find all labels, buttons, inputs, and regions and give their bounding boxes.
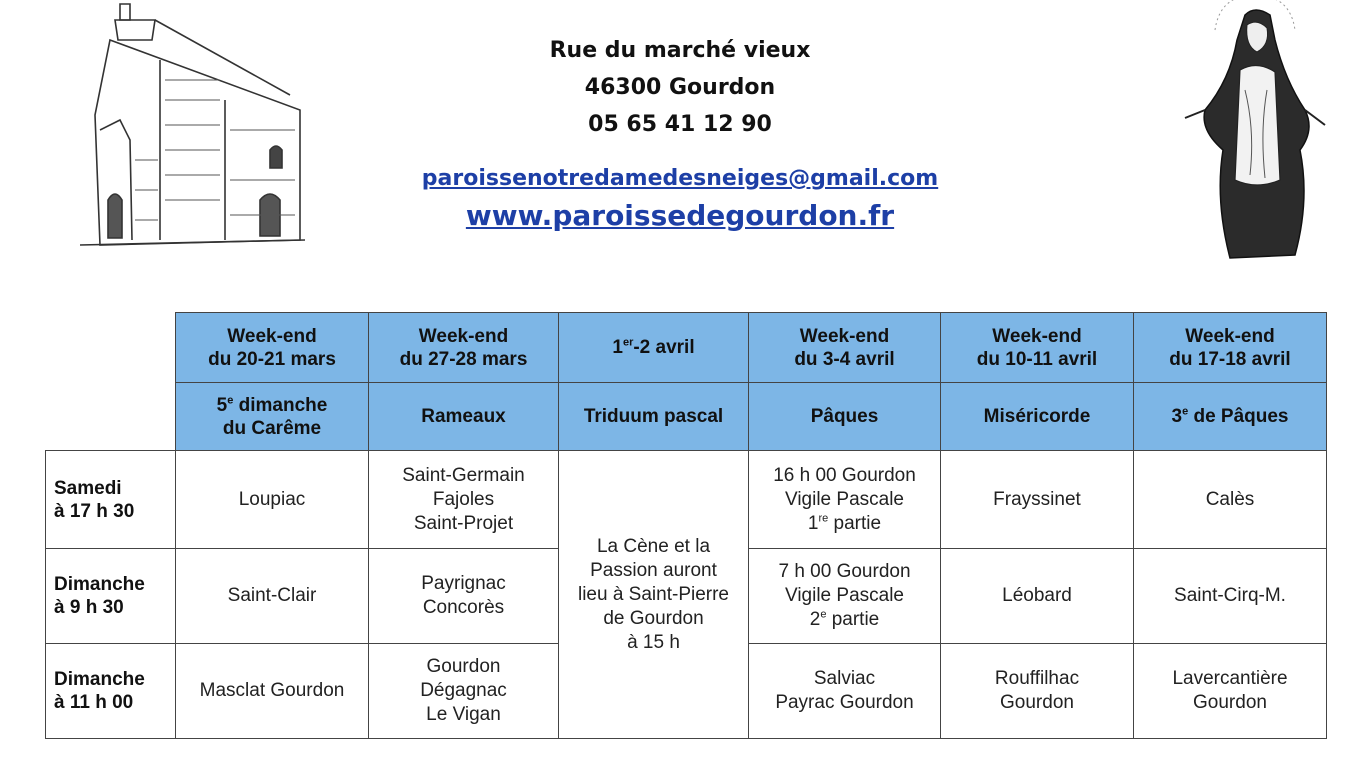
- mass-schedule-table: [45, 312, 1327, 739]
- header-feast-1: 5e dimanche du Carême: [176, 383, 369, 451]
- header-feast-2: Rameaux: [369, 383, 559, 451]
- header-dates-6: Week-end du 17-18 avril: [1134, 313, 1327, 383]
- madonna-illustration: [1175, 0, 1335, 265]
- cell-r1c4: 16 h 00 Gourdon Vigile Pascale 1re partie: [749, 451, 941, 549]
- table-row: [46, 451, 1327, 549]
- email-link[interactable]: paroissenotredamedesneiges@gmail.com: [421, 166, 939, 191]
- header-dates-3: 1er-2 avril: [559, 313, 749, 383]
- cell-r2c2: Payrignac Concorès: [369, 549, 559, 644]
- cell-r2c1: Saint-Clair: [176, 549, 369, 644]
- cell-r2c4: 7 h 00 Gourdon Vigile Pascale 2e partie: [749, 549, 941, 644]
- cell-triduum: La Cène et la Passion auront lieu à Saint-Pierre de Gourdon à 15 h: [559, 451, 749, 739]
- header-feast-3: Triduum pascal: [559, 383, 749, 451]
- cell-r1c5: Frayssinet: [941, 451, 1134, 549]
- row-label-dimanche-1100: Dimanche à 11 h 00: [46, 644, 176, 739]
- cell-r3c4: Salviac Payrac Gourdon: [749, 644, 941, 739]
- cell-r1c6: Calès: [1134, 451, 1327, 549]
- header-feast-6: 3e de Pâques: [1134, 383, 1327, 451]
- contact-block: [380, 32, 980, 237]
- header-dates-1: Week-end du 20-21 mars: [176, 313, 369, 383]
- corner-cell-2: [46, 383, 176, 451]
- header-dates-4: Week-end du 3-4 avril: [749, 313, 941, 383]
- parish-header: [0, 0, 1360, 270]
- header-feast-5: Miséricorde: [941, 383, 1134, 451]
- cell-r1c2: Saint-Germain Fajoles Saint-Projet: [369, 451, 559, 549]
- website-link[interactable]: www.paroissedegourdon.fr: [465, 199, 895, 232]
- cell-r3c2: Gourdon Dégagnac Le Vigan: [369, 644, 559, 739]
- church-illustration: [60, 0, 310, 255]
- row-label-dimanche-930: Dimanche à 9 h 30: [46, 549, 176, 644]
- cell-r3c5: Rouffilhac Gourdon: [941, 644, 1134, 739]
- corner-cell: [46, 313, 176, 383]
- address-street: Rue du marché vieux: [549, 38, 811, 63]
- row-label-samedi: Samedi à 17 h 30: [46, 451, 176, 549]
- table-row-dates: [46, 313, 1327, 383]
- table-row-feasts: [46, 383, 1327, 451]
- cell-r3c1: Masclat Gourdon: [176, 644, 369, 739]
- cell-r2c5: Léobard: [941, 549, 1134, 644]
- cell-r2c6: Saint-Cirq-M.: [1134, 549, 1327, 644]
- cell-r1c1: Loupiac: [176, 451, 369, 549]
- phone-number: 05 65 41 12 90: [588, 112, 772, 137]
- header-feast-4: Pâques: [749, 383, 941, 451]
- header-dates-5: Week-end du 10-11 avril: [941, 313, 1134, 383]
- header-dates-2: Week-end du 27-28 mars: [369, 313, 559, 383]
- address-city: 46300 Gourdon: [584, 75, 776, 100]
- cell-r3c6: Lavercantière Gourdon: [1134, 644, 1327, 739]
